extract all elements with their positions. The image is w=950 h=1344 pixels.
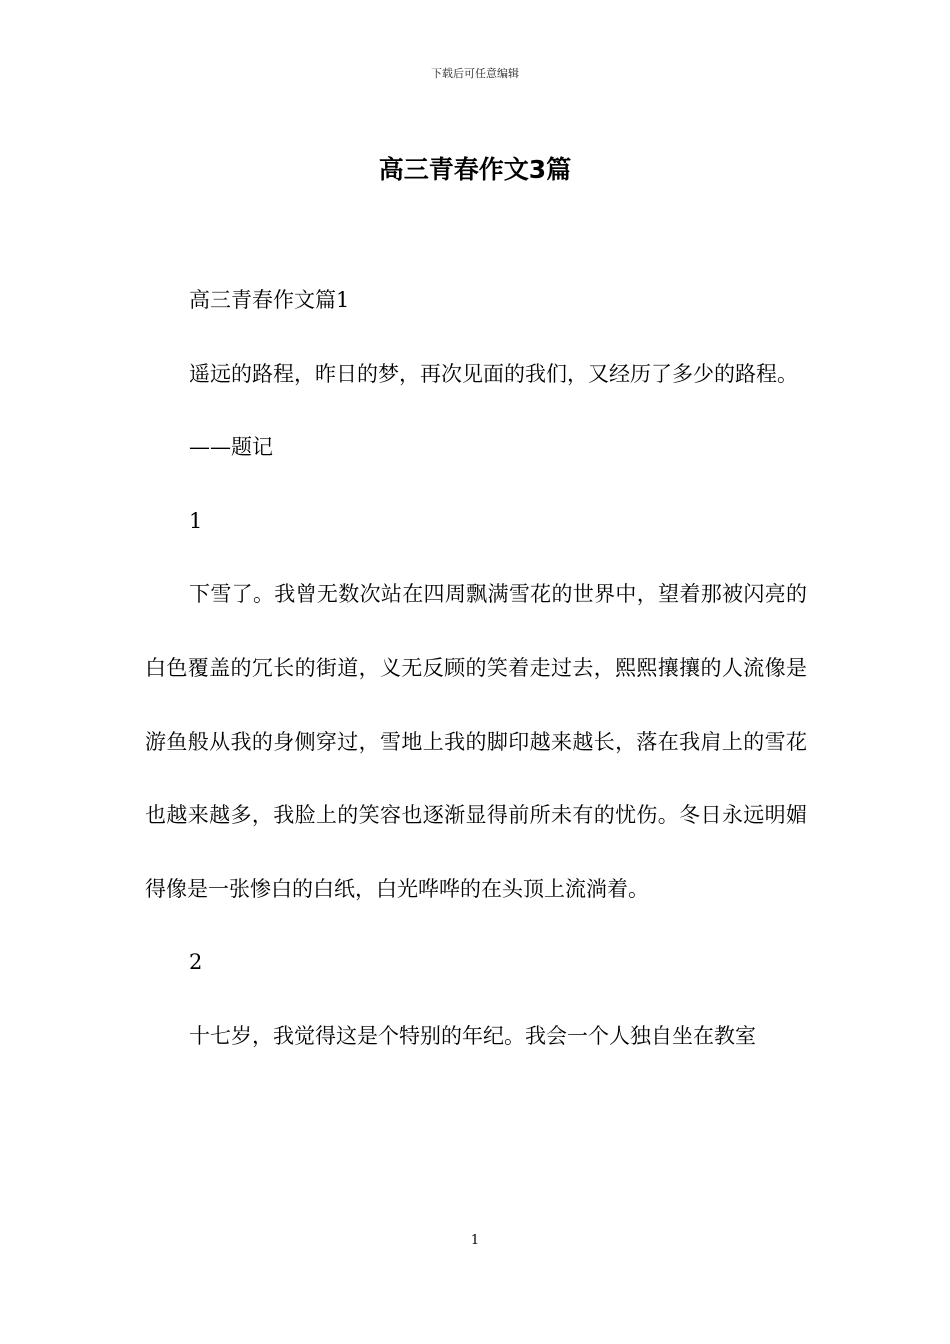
section-number-1: 1 <box>189 508 203 533</box>
section-heading: 高三青春作文篇1 <box>189 288 350 312</box>
page-number: 1 <box>470 1233 480 1248</box>
section-number-2: 2 <box>189 950 203 975</box>
document-title: 高三青春作文3篇 <box>378 155 572 184</box>
paragraph-epigraph: 遥远的路程，昨日的梦，再次见面的我们，又经历了多少的路程。 <box>189 361 798 386</box>
paragraph-epigraph-attribution: ——题记 <box>189 435 273 460</box>
paragraph-seventeen: 十七岁，我觉得这是个特别的年纪。我会一个人独自坐在教室 <box>189 1023 756 1048</box>
document-body <box>145 264 807 1074</box>
page-header-note: 下载后可任意编辑 <box>431 67 519 80</box>
paragraph-snow: 下雪了。我曾无数次站在四周飘满雪花的世界中，望着那被闪亮的白色覆盖的冗长的街道，义无反顾的笑着走过去，熙熙攘攘的人流像是游鱼般从我的身侧穿过，雪地上我的脚印越来越长，落在我肩上的雪花也越来越多，我脸上的笑容也逐渐显得前所未有的忧伤。冬日永远明媚得像是一张惨白的白纸，白光哗哗的在头顶上流淌着。 <box>145 582 807 901</box>
